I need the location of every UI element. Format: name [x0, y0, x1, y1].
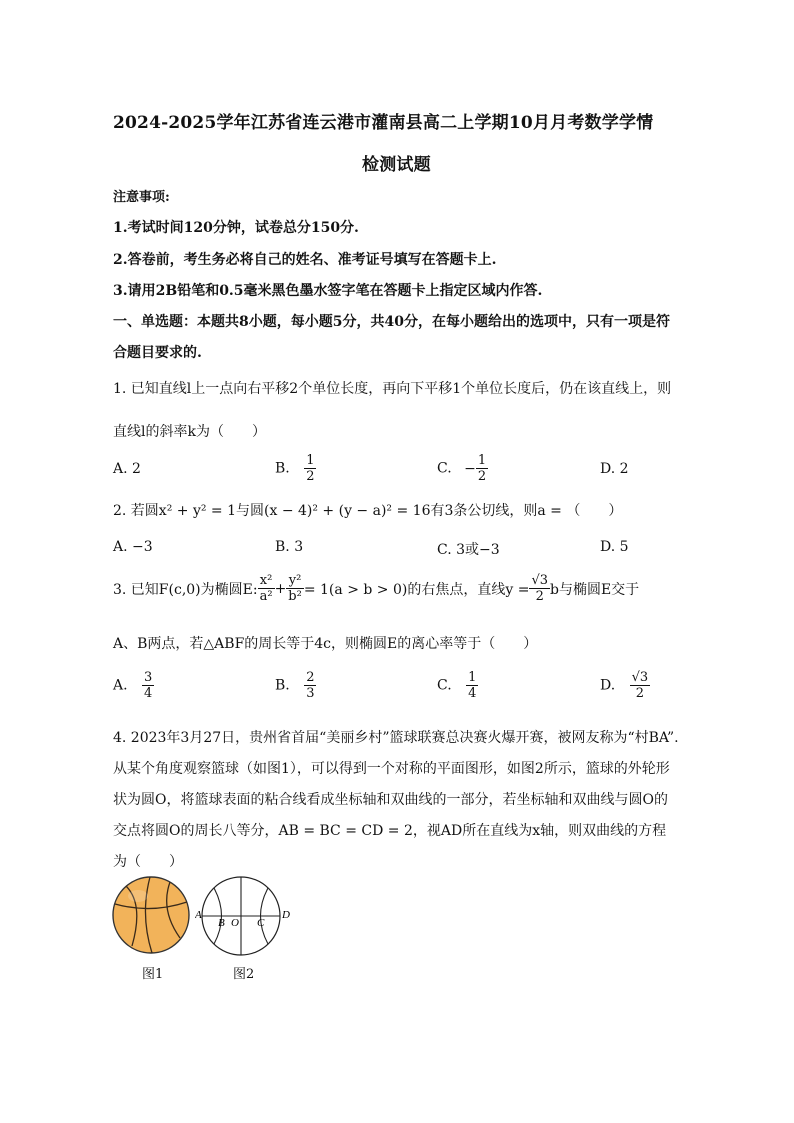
q3-option-b: [275, 670, 316, 701]
q3-ellipse-y-frac: [286, 573, 304, 604]
section-heading-line1: 一、单选题：本题共8小题，每小题5分，共40分，在每小题给出的选项中，只有一项是符: [113, 314, 670, 330]
q1-option-b-num: 1: [306, 453, 315, 468]
q3-line-coef-den: 2: [535, 589, 544, 604]
figure-2-diagram: [195, 874, 295, 958]
label-a: A: [195, 909, 202, 921]
q3-stem-part-b: = 1(a > b > 0)的右焦点，直线y =: [303, 581, 530, 598]
q3-option-d-num: √3: [631, 670, 649, 685]
q3-ellipse-x-den: a²: [259, 589, 273, 604]
q3-option-a-frac: [142, 670, 154, 701]
q3-ellipse-y-num: y²: [286, 573, 304, 589]
label-b: B: [218, 917, 225, 929]
q3-option-a-den: 4: [144, 686, 153, 701]
q3-option-d: [600, 670, 650, 701]
q1-option-a: A. 2: [113, 461, 141, 477]
q3-option-b-den: 3: [306, 686, 315, 701]
q1-option-c-label: C.: [437, 460, 452, 477]
q3-ellipse-y-den: b²: [288, 589, 302, 604]
q3-option-a-num: 3: [144, 670, 153, 685]
notice-item-1: 1.考试时间120分钟，试卷总分150分.: [113, 220, 359, 236]
notice-heading: 注意事项:: [113, 190, 170, 205]
q4-stem-line5: 为（ ）: [113, 854, 183, 870]
figure-2-caption: 图2: [233, 967, 255, 982]
q3-option-a: [113, 670, 154, 701]
q4-stem-line1: 4. 2023年3月27日，贵州省首届“美丽乡村”篮球联赛总决赛火爆开赛，被网友称为“村BA”.: [113, 730, 679, 746]
q1-option-b-den: 2: [306, 469, 315, 484]
q3-option-b-label: B.: [275, 677, 290, 694]
q2-stem: 2. 若圆x² + y² = 1与圆(x − 4)² + (y − a)² = 16有3条公切线，则a = （ ）: [113, 503, 623, 519]
q3-ellipse-x-frac: [258, 573, 275, 604]
figure-1-caption: 图1: [142, 967, 164, 982]
q1-option-c-num: 1: [477, 453, 487, 468]
q1-stem-line2: 直线l的斜率k为（ ）: [113, 424, 266, 440]
q1-option-c-fraction: [476, 453, 488, 484]
q3-plus: +: [274, 580, 287, 597]
q3-stem-line2: A、B两点，若△ABF的周长等于4c，则椭圆E的离心率等于（ ）: [113, 636, 538, 652]
q2-option-a: A. −3: [113, 539, 153, 555]
q2-option-c: C. 3或−3: [437, 542, 500, 558]
q1-option-c-den: 2: [477, 469, 487, 484]
q4-stem-line3: 状为圆O，将篮球表面的粘合线看成坐标轴和双曲线的一部分，若坐标轴和双曲线与圆O的: [113, 792, 668, 808]
q3-option-d-label: D.: [600, 677, 616, 694]
q3-stem-part-a: 3. 已知F(c,0)为椭圆E:: [113, 581, 258, 598]
basketball-body: [113, 877, 189, 953]
q3-option-b-frac: [304, 670, 316, 701]
q2-option-b: B. 3: [275, 539, 304, 555]
q3-option-a-label: A.: [113, 677, 128, 694]
q3-option-c-label: C.: [437, 677, 452, 694]
section-heading-line2: 合题目要求的.: [113, 345, 202, 361]
q3-option-c-num: 1: [468, 670, 477, 685]
basketball-highlight: [128, 890, 148, 902]
q1-option-d: D. 2: [600, 461, 629, 477]
q4-stem-line4: 交点将圆O的周长八等分，AB = BC = CD = 2，视AD所在直线为x轴，则双曲线的方程: [113, 823, 667, 839]
q3-option-c-frac: [466, 670, 478, 701]
q3-option-b-num: 2: [306, 670, 315, 685]
label-o: O: [231, 917, 239, 929]
q3-option-c-den: 4: [468, 686, 477, 701]
notice-item-3: 3.请用2B铅笔和0.5毫米黑色墨水签字笔在答题卡上指定区域内作答.: [113, 283, 543, 299]
q1-option-b-label: B.: [275, 460, 290, 477]
q3-ellipse-x-num: x²: [258, 573, 275, 589]
q1-option-b-fraction: [304, 453, 316, 484]
q3-line-coef-num: √3: [531, 573, 548, 588]
notice-item-2: 2.答卷前，考生务必将自己的姓名、准考证号填写在答题卡上.: [113, 252, 497, 268]
q1-option-c-sign: −: [464, 460, 476, 477]
q2-option-d: D. 5: [600, 539, 629, 555]
label-d: D: [282, 909, 290, 921]
q3-stem-line1: [113, 573, 639, 604]
q3-option-d-den: 2: [635, 686, 645, 701]
q3-stem-part-c: b与椭圆E交于: [550, 581, 640, 598]
label-c: C: [257, 917, 265, 929]
page-title-line1: 2024-2025学年江苏省连云港市灌南县高二上学期10月月考数学学情: [113, 113, 654, 133]
q3-option-d-frac: [630, 670, 651, 701]
q3-line-coef-frac: [529, 573, 550, 604]
page-title-line2: 检测试题: [362, 155, 431, 175]
q3-option-c: [437, 670, 478, 701]
q1-option-c: [437, 453, 488, 484]
q1-option-b: [275, 453, 316, 484]
q4-stem-line2: 从某个角度观察篮球（如图1），可以得到一个对称的平面图形，如图2所示，篮球的外轮形: [113, 761, 670, 777]
q1-stem-line1: 1. 已知直线l上一点向右平移2个单位长度，再向下平移1个单位长度后，仍在该直线上，则: [113, 381, 672, 397]
figure-1-basketball: [110, 874, 192, 956]
